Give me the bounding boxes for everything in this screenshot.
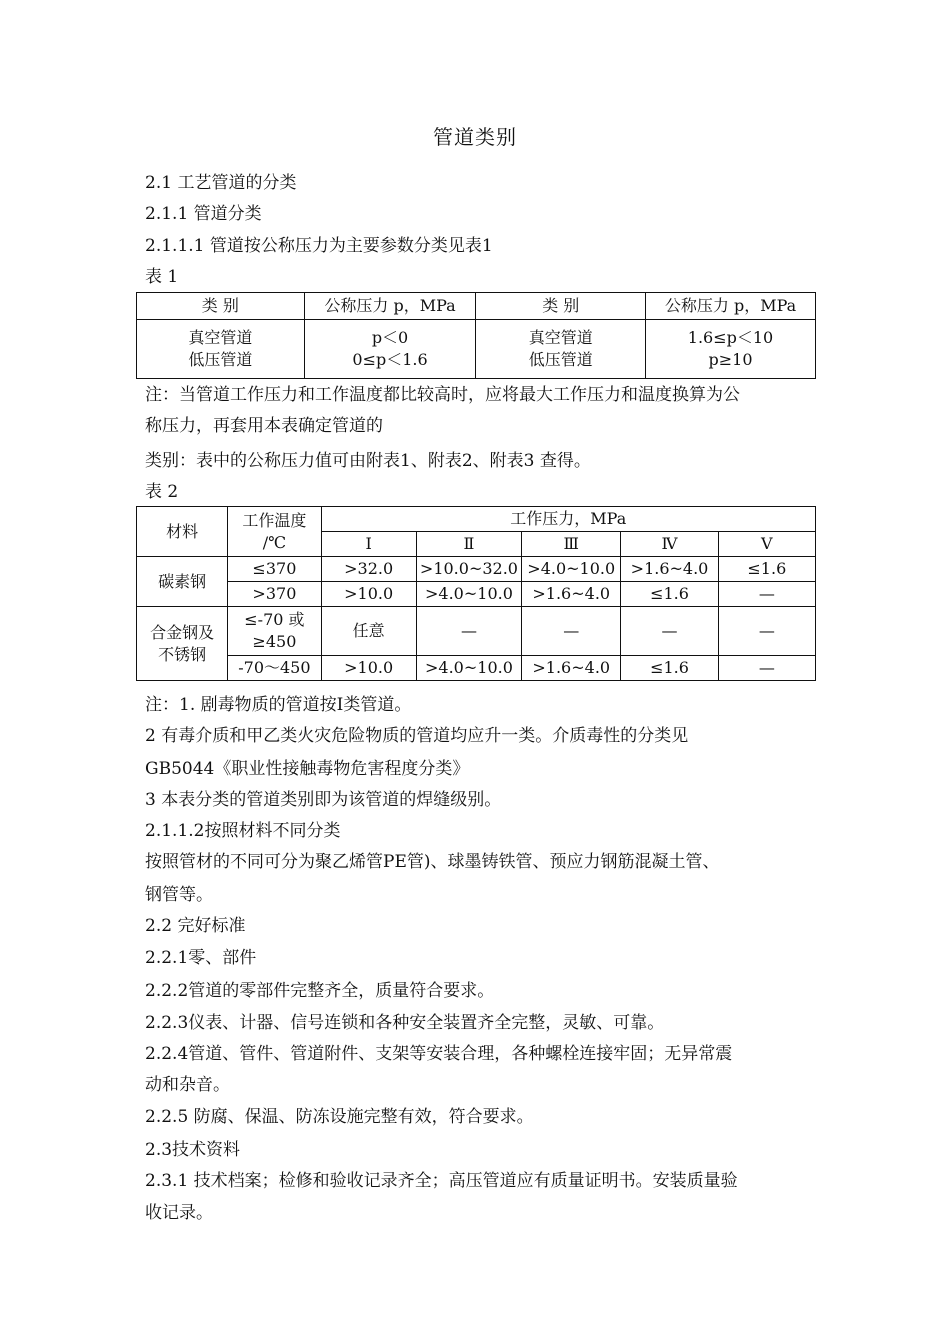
table2-temp: -70～450 — [228, 656, 321, 681]
table1-cell — [646, 320, 816, 379]
table1-cell-line: p≥10 — [708, 350, 753, 369]
table2-label: 表 2 — [145, 482, 179, 502]
note1-line3: 类别：表中的公称压力值可由附表1、附表2、附表3 查得。 — [145, 451, 591, 471]
table2-material-alloy — [137, 607, 228, 681]
table2-cell: — — [621, 607, 718, 656]
note2-line1: 注：1. 剧毒物质的管道按Ⅰ类管道。 — [145, 695, 412, 715]
table2-header-material: 材料 — [137, 507, 228, 557]
table2-material-alloy-line: 不锈钢 — [158, 644, 207, 664]
section-2-2-2: 2.2.2管道的零部件完整齐全，质量符合要求。 — [145, 981, 495, 1001]
table2-cell: — — [718, 582, 815, 607]
section-2-2: 2.2 完好标准 — [145, 916, 246, 936]
section-2-3-1: 2.3.1 技术档案；检修和验收记录齐全；高压管道应有质量证明书。安装质量验 — [145, 1171, 738, 1191]
table1-cell-line: 真空管道 — [188, 328, 253, 347]
table2-temp-line: ≤-70 或 — [244, 610, 305, 629]
table1-cell-line: 低压管道 — [188, 350, 253, 369]
note1-line1: 注：当管道工作压力和工作温度都比较高时，应将最大工作压力和温度换算为公 — [145, 385, 740, 405]
section-2-1-1: 2.1.1 管道分类 — [145, 204, 262, 224]
table2-cell: — — [416, 607, 521, 656]
table2-grade: Ⅴ — [718, 532, 815, 557]
table2-grade: Ⅰ — [321, 532, 416, 557]
table2-header-pressure: 工作压力，MPa — [321, 507, 815, 532]
table2-cell: >10.0~32.0 — [416, 557, 521, 582]
table1-cell — [304, 320, 476, 379]
table2-material-carbon: 碳素钢 — [137, 557, 228, 607]
table2-cell: ≤1.6 — [718, 557, 815, 582]
note2-line4: 3 本表分类的管道类别即为该管道的焊缝级别。 — [145, 790, 502, 810]
paragraph-line: 按照管材的不同可分为聚乙烯管PE管)、球墨铸铁管、预应力钢筋混凝土管、 — [145, 852, 720, 872]
table2-temp — [228, 607, 321, 656]
table-2 — [136, 506, 816, 681]
table2-temp: >370 — [228, 582, 321, 607]
section-2-2-4: 2.2.4管道、管件、管道附件、支架等安装合理，各种螺栓连接牢固；无异常震 — [145, 1044, 733, 1064]
table2-header-temp-line: 工作温度 — [242, 510, 307, 530]
table1-cell — [137, 320, 305, 379]
table2-material-alloy-line: 合金钢及 — [150, 622, 215, 642]
table1-cell — [476, 320, 646, 379]
table1-cell-line: 0≤p＜1.6 — [352, 350, 428, 369]
table2-cell: — — [718, 607, 815, 656]
table-1 — [136, 292, 816, 379]
table2-cell: >1.6~4.0 — [522, 656, 621, 681]
table2-temp-line: ≥450 — [252, 632, 297, 651]
table2-cell: >32.0 — [321, 557, 416, 582]
table2-grade: Ⅱ — [416, 532, 521, 557]
table2-cell: >1.6~4.0 — [621, 557, 718, 582]
table2-cell: >4.0~10.0 — [416, 656, 521, 681]
table1-label: 表 1 — [145, 267, 179, 287]
section-2-3: 2.3技术资料 — [145, 1140, 241, 1160]
table1-header: 公称压力 p，MPa — [646, 293, 816, 320]
note2-line3: GB5044《职业性接触毒物危害程度分类》 — [145, 759, 470, 779]
table2-cell: >4.0~10.0 — [522, 557, 621, 582]
table2-cell: — — [522, 607, 621, 656]
table2-grade: Ⅲ — [522, 532, 621, 557]
section-2-1-1-1: 2.1.1.1 管道按公称压力为主要参数分类见表1 — [145, 236, 493, 256]
paragraph-line: 钢管等。 — [145, 885, 213, 905]
table2-cell: >4.0~10.0 — [416, 582, 521, 607]
section-2-2-3: 2.2.3仪表、计器、信号连锁和各种安全装置齐全完整，灵敏、可靠。 — [145, 1013, 665, 1033]
table1-cell-line: p＜0 — [371, 328, 409, 347]
table2-cell: — — [718, 656, 815, 681]
table1-cell-line: 真空管道 — [528, 328, 593, 347]
table1-header: 类 别 — [137, 293, 305, 320]
table1-cell-line: 1.6≤p＜10 — [687, 328, 774, 347]
table1-header: 类 别 — [476, 293, 646, 320]
table2-cell: 任意 — [321, 607, 416, 656]
table2-cell: >10.0 — [321, 582, 416, 607]
note2-line2: 2 有毒介质和甲乙类火灾危险物质的管道均应升一类。介质毒性的分类见 — [145, 726, 689, 746]
paragraph-line: 收记录。 — [145, 1203, 213, 1223]
table2-cell: >1.6~4.0 — [522, 582, 621, 607]
table2-header-temp — [228, 507, 321, 557]
note1-line2: 称压力，再套用本表确定管道的 — [145, 416, 383, 436]
table2-temp: ≤370 — [228, 557, 321, 582]
section-2-2-1: 2.2.1零、部件 — [145, 948, 257, 968]
table1-header: 公称压力 p，MPa — [304, 293, 476, 320]
table2-header-temp-line: /℃ — [262, 532, 287, 552]
table1-cell-line: 低压管道 — [528, 350, 593, 369]
table2-grade: Ⅳ — [621, 532, 718, 557]
section-2-1-1-2: 2.1.1.2按照材料不同分类 — [145, 821, 341, 841]
page-title: 管道类别 — [433, 125, 517, 149]
table2-cell: ≤1.6 — [621, 582, 718, 607]
paragraph-line: 动和杂音。 — [145, 1075, 230, 1095]
table2-cell: >10.0 — [321, 656, 416, 681]
section-2-1: 2.1 工艺管道的分类 — [145, 173, 297, 193]
section-2-2-5: 2.2.5 防腐、保温、防冻设施完整有效，符合要求。 — [145, 1107, 534, 1127]
table2-cell: ≤1.6 — [621, 656, 718, 681]
